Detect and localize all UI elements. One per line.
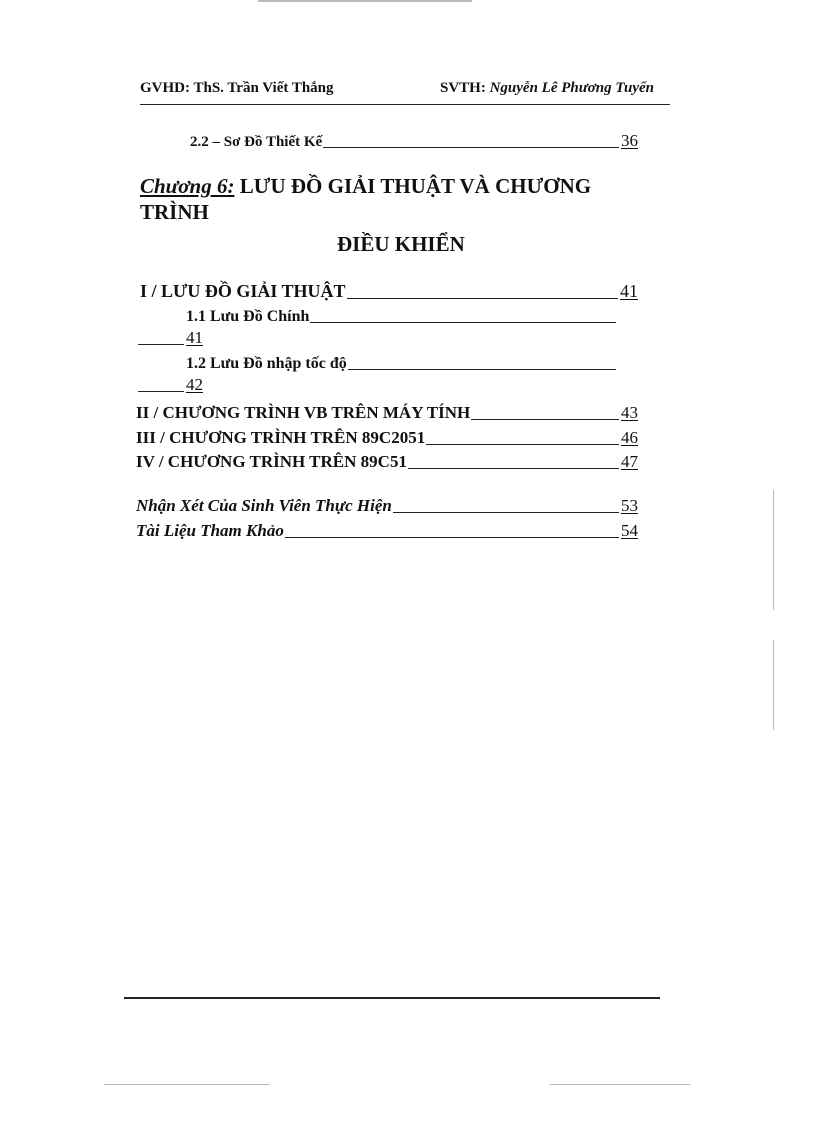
toc-leader	[408, 468, 619, 469]
toc-leader	[285, 537, 619, 538]
toc-entry-s4	[136, 452, 638, 472]
toc-page-s1-1: 41	[186, 328, 203, 347]
header-student-label: SVTH:	[440, 80, 486, 96]
toc-page: 54	[621, 521, 638, 540]
toc-wrap-leader	[138, 391, 184, 392]
toc-entry-s3	[136, 428, 638, 448]
toc-page: 41	[620, 281, 638, 301]
toc-page: 46	[621, 428, 638, 447]
toc-leader	[310, 322, 616, 323]
toc-leader	[323, 147, 619, 148]
toc-entry-references	[136, 521, 638, 541]
toc-page: 47	[621, 452, 638, 471]
toc-entry-review	[136, 496, 638, 516]
header-student-name: Nguyễn Lê Phương Tuyến	[489, 80, 654, 96]
scan-mark-bottom-left	[104, 1084, 270, 1085]
chapter-title-line1	[140, 174, 591, 199]
footer-rule	[124, 997, 660, 999]
toc-leader	[471, 419, 619, 420]
header-student	[440, 80, 654, 97]
toc-label: II / CHƯƠNG TRÌNH VB TRÊN MÁY TÍNH	[136, 403, 471, 422]
toc-page: 36	[621, 131, 638, 150]
toc-leader	[348, 369, 616, 370]
toc-entry-2-2	[190, 131, 638, 151]
header-rule	[140, 104, 670, 105]
toc-leader	[347, 298, 618, 299]
scan-mark-right-2	[773, 640, 774, 730]
toc-label: 2.2 – Sơ Đồ Thiết Kế	[190, 134, 323, 150]
toc-entry-s1	[140, 281, 638, 302]
toc-page: 53	[621, 496, 638, 515]
toc-label: Nhận Xét Của Sinh Viên Thực Hiện	[136, 496, 392, 515]
toc-wrap-leader	[138, 344, 184, 345]
scan-mark-top	[258, 0, 472, 2]
toc-entry-s2	[136, 403, 638, 423]
toc-label: III / CHƯƠNG TRÌNH TRÊN 89C2051	[136, 428, 426, 447]
scan-mark-bottom-right	[550, 1084, 690, 1085]
toc-label: 1.2 Lưu Đồ nhập tốc độ	[186, 355, 347, 372]
chapter-prefix: Chương 6:	[140, 174, 235, 198]
toc-label: I / LƯU ĐỒ GIẢI THUẬT	[140, 281, 346, 301]
chapter-title-line2: TRÌNH	[140, 200, 209, 224]
toc-label: 1.1 Lưu Đồ Chính	[186, 308, 310, 325]
toc-page: 43	[621, 403, 638, 422]
toc-leader	[393, 512, 619, 513]
toc-page-s1-2: 42	[186, 375, 203, 394]
toc-label: Tài Liệu Tham Khảo	[136, 521, 284, 540]
chapter-title-line3: ĐIỀU KHIỂN	[337, 232, 465, 256]
toc-entry-s1-1	[186, 308, 618, 326]
header-advisor: GVHD: ThS. Trần Viết Thắng	[140, 80, 334, 96]
toc-leader	[426, 444, 619, 445]
scan-mark-right	[773, 490, 774, 610]
toc-label: IV / CHƯƠNG TRÌNH TRÊN 89C51	[136, 452, 407, 471]
toc-entry-s1-2	[186, 355, 618, 373]
chapter-title: LƯU ĐỒ GIẢI THUẬT VÀ CHƯƠNG	[239, 174, 592, 198]
